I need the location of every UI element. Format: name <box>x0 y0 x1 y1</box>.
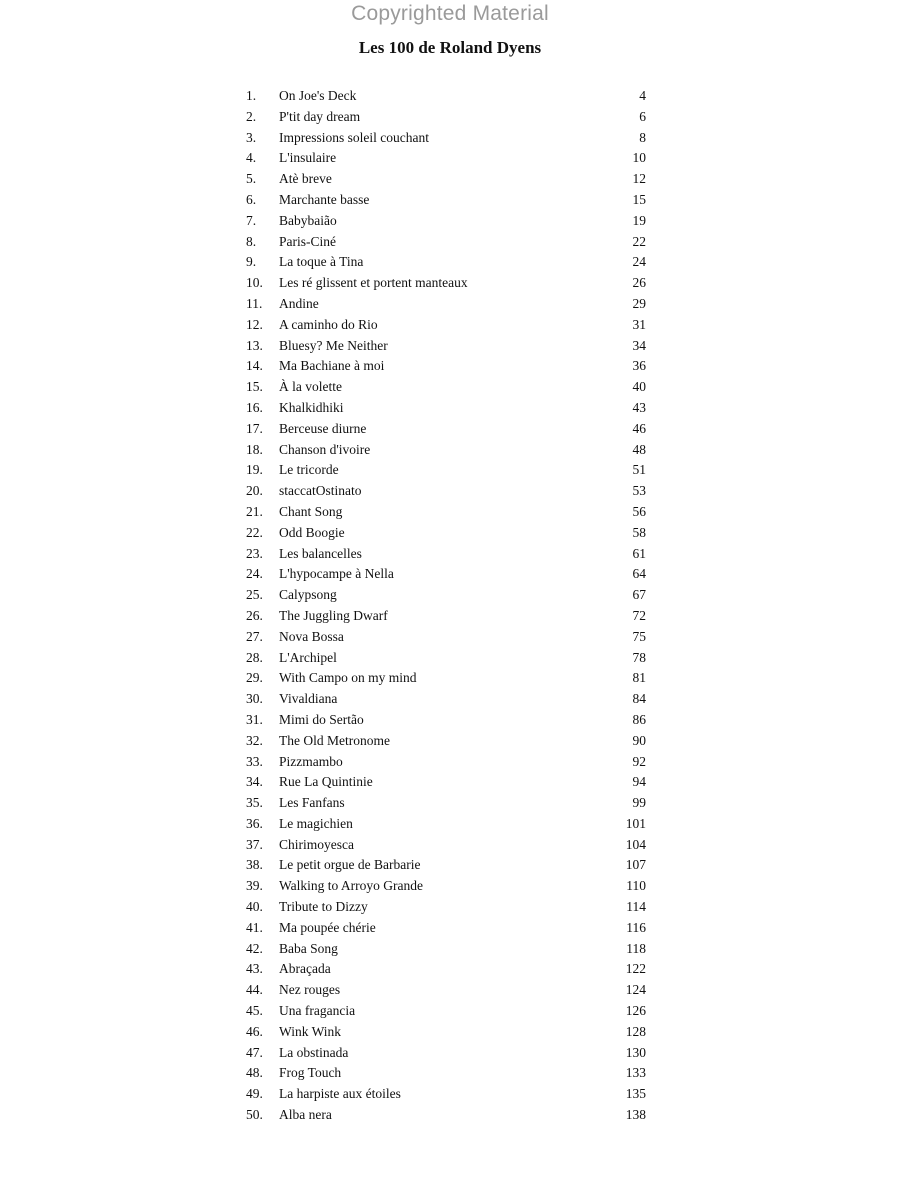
toc-entry-title: Abraçada <box>279 961 331 977</box>
toc-entry-page: 128 <box>625 1023 646 1039</box>
toc-entry-title: With Campo on my mind <box>279 670 417 686</box>
toc-entry <box>246 648 648 669</box>
toc-entry-number: 38. <box>246 857 263 873</box>
toc-entry-page: 135 <box>625 1086 646 1102</box>
toc-entry-page: 24 <box>632 254 646 270</box>
toc-entry-number: 43. <box>246 961 263 977</box>
toc-entry-number: 10. <box>246 275 263 291</box>
toc-entry-page: 86 <box>632 711 646 727</box>
toc-entry-number: 42. <box>246 940 263 956</box>
toc-entry <box>246 523 648 544</box>
toc-entry-title: Bluesy? Me Neither <box>279 337 388 353</box>
toc-entry <box>246 731 648 752</box>
toc-entry-number: 49. <box>246 1086 263 1102</box>
toc-entry-page: 40 <box>632 379 646 395</box>
toc-entry-page: 58 <box>632 524 646 540</box>
toc-entry <box>246 294 648 315</box>
toc-entry-title: La toque à Tina <box>279 254 364 270</box>
toc-entry-page: 90 <box>632 732 646 748</box>
toc-entry <box>246 1063 648 1084</box>
toc-entry <box>246 1084 648 1105</box>
toc-entry-number: 23. <box>246 545 263 561</box>
toc-entry-title: Impressions soleil couchant <box>279 129 429 145</box>
toc-entry-number: 11. <box>246 295 263 311</box>
toc-entry-title: Ma poupée chérie <box>279 919 376 935</box>
toc-entry-title: Wink Wink <box>279 1023 342 1039</box>
toc-entry <box>246 315 648 336</box>
toc-entry-number: 34. <box>246 774 263 790</box>
toc-entry <box>246 273 648 294</box>
toc-entry-page: 31 <box>632 316 646 332</box>
toc-entry-page: 114 <box>626 899 646 915</box>
toc-entry <box>246 502 648 523</box>
toc-entry-number: 37. <box>246 836 263 852</box>
toc-entry-title: Chanson d'ivoire <box>279 441 371 457</box>
toc-entry-page: 61 <box>632 545 646 561</box>
toc-entry <box>246 897 648 918</box>
toc-entry <box>246 336 648 357</box>
toc-entry <box>246 627 648 648</box>
toc-entry-title: Chant Song <box>279 503 343 519</box>
toc-entry <box>246 169 648 190</box>
toc-entry-number: 14. <box>246 358 263 374</box>
toc-entry <box>246 959 648 980</box>
toc-entry-page: 101 <box>625 815 646 831</box>
toc-entry-title: L'Archipel <box>279 649 337 665</box>
toc-entry <box>246 814 648 835</box>
toc-entry-page: 67 <box>632 587 646 603</box>
toc-entry <box>246 710 648 731</box>
toc-entry-page: 29 <box>632 295 646 311</box>
page-title: Les 100 de Roland Dyens <box>358 38 542 57</box>
toc-entry-title: Atè breve <box>279 171 332 187</box>
toc-entry <box>246 128 648 149</box>
toc-entry-title: Odd Boogie <box>279 524 345 540</box>
toc-entry-title: staccatOstinato <box>279 483 362 499</box>
toc-entry-number: 31. <box>246 711 263 727</box>
toc-entry <box>246 252 648 273</box>
toc-entry-title: Le tricorde <box>279 462 339 478</box>
toc-entry-page: 15 <box>632 191 646 207</box>
toc-entry-number: 18. <box>246 441 263 457</box>
toc-entry-page: 104 <box>625 836 646 852</box>
toc-entry-title: Walking to Arroyo Grande <box>279 878 424 894</box>
toc-entry-title: The Juggling Dwarf <box>279 607 388 623</box>
toc-entry-number: 16. <box>246 399 263 415</box>
toc-entry-number: 1. <box>246 88 257 103</box>
toc-entry-page: 4 <box>639 88 646 103</box>
toc-entry-number: 8. <box>246 233 257 249</box>
toc-entry-page: 26 <box>632 275 646 291</box>
toc-entry-number: 13. <box>246 337 263 353</box>
toc-entry-number: 46. <box>246 1023 263 1039</box>
toc-entry-page: 118 <box>626 940 646 956</box>
toc-entry-number: 7. <box>246 212 257 228</box>
toc-entry-page: 36 <box>632 358 646 374</box>
toc-entry-title: Marchante basse <box>279 191 370 207</box>
toc-entry-title: Berceuse diurne <box>279 420 367 436</box>
toc-entry-number: 4. <box>246 150 257 166</box>
toc-entry <box>246 606 648 627</box>
toc-entry-title: L'insulaire <box>279 150 337 166</box>
toc-entry-title: Khalkidhiki <box>279 399 344 415</box>
toc-entry-title: Pizzmambo <box>279 753 343 769</box>
toc-entry-page: 116 <box>626 919 646 935</box>
toc-entry-title: Nez rouges <box>279 982 341 998</box>
toc-entry-title: Paris-Ciné <box>279 233 336 249</box>
toc-entry-number: 9. <box>246 254 257 270</box>
toc-entry <box>246 211 648 232</box>
toc-entry-number: 24. <box>246 566 263 582</box>
toc-entry-page: 43 <box>632 399 646 415</box>
toc-entry-number: 50. <box>246 1107 263 1123</box>
toc-entry-number: 44. <box>246 982 263 998</box>
toc-entry <box>246 980 648 1001</box>
toc-entry-title: Mimi do Sertão <box>279 711 364 727</box>
toc-entry-number: 15. <box>246 379 263 395</box>
toc-entry-number: 35. <box>246 795 263 811</box>
toc-entry-number: 3. <box>246 129 257 145</box>
toc-entry <box>246 1105 648 1126</box>
toc-entry-page: 81 <box>632 670 646 686</box>
toc-entry-page: 48 <box>632 441 646 457</box>
toc-entry-number: 17. <box>246 420 263 436</box>
toc-entry-page: 72 <box>632 607 646 623</box>
toc-entry-number: 25. <box>246 587 263 603</box>
toc-entry-number: 27. <box>246 628 263 644</box>
toc-entry-title: Andine <box>279 295 319 311</box>
toc-entry-title: Una fragancia <box>279 1003 356 1019</box>
toc-entry-page: 46 <box>632 420 646 436</box>
toc-entry <box>246 356 648 377</box>
toc-entry-title: Frog Touch <box>279 1065 342 1081</box>
toc-entry-title: Ma Bachiane à moi <box>279 358 385 374</box>
toc-entry <box>246 689 648 710</box>
toc-entry-title: À la volette <box>279 379 342 395</box>
toc-entry-number: 19. <box>246 462 263 478</box>
toc-entry-title: Calypsong <box>279 587 337 603</box>
toc-entry <box>246 564 648 585</box>
toc-entry <box>246 440 648 461</box>
toc-entry-number: 6. <box>246 191 257 207</box>
toc-entry-page: 75 <box>632 628 646 644</box>
toc-entry <box>246 668 648 689</box>
toc-entry-title: Le magichien <box>279 815 353 831</box>
toc-entry-title: On Joe's Deck <box>279 88 357 103</box>
toc-entry-title: Nova Bossa <box>279 628 344 644</box>
toc-entry-page: 34 <box>632 337 646 353</box>
toc-entry-title: Vivaldiana <box>279 691 338 707</box>
toc-entry-page: 10 <box>632 150 646 166</box>
table-of-contents <box>246 86 648 1126</box>
toc-entry <box>246 107 648 128</box>
toc-entry-page: 130 <box>625 1044 646 1060</box>
toc-entry <box>246 835 648 856</box>
toc-entry-title: La harpiste aux étoiles <box>279 1086 401 1102</box>
toc-entry-number: 29. <box>246 670 263 686</box>
toc-entry-number: 21. <box>246 503 263 519</box>
toc-entry-number: 5. <box>246 171 257 187</box>
toc-entry <box>246 398 648 419</box>
toc-entry <box>246 419 648 440</box>
toc-entry-page: 110 <box>626 878 646 894</box>
toc-entry <box>246 772 648 793</box>
toc-entry-page: 22 <box>632 233 646 249</box>
toc-entry-title: Les ré glissent et portent manteaux <box>279 275 468 291</box>
toc-entry-title: Chirimoyesca <box>279 836 354 852</box>
toc-entry-number: 40. <box>246 899 263 915</box>
toc-entry-title: La obstinada <box>279 1044 349 1060</box>
toc-entry <box>246 918 648 939</box>
toc-entry-page: 94 <box>632 774 646 790</box>
toc-entry-page: 78 <box>632 649 646 665</box>
toc-entry-number: 26. <box>246 607 263 623</box>
toc-entry <box>246 752 648 773</box>
toc-entry-page: 19 <box>632 212 646 228</box>
toc-entry-page: 64 <box>632 566 646 582</box>
toc-entry <box>246 939 648 960</box>
toc-entry-title: Les Fanfans <box>279 795 345 811</box>
toc-entry-page: 133 <box>625 1065 646 1081</box>
toc-entry-number: 45. <box>246 1003 263 1019</box>
toc-entry-title: Le petit orgue de Barbarie <box>279 857 421 873</box>
toc-entry-page: 124 <box>625 982 646 998</box>
toc-entry-number: 30. <box>246 691 263 707</box>
toc-entry <box>246 855 648 876</box>
toc-entry <box>246 585 648 606</box>
toc-entry-title: Baba Song <box>279 940 338 956</box>
toc-entry <box>246 190 648 211</box>
toc-entry <box>246 1022 648 1043</box>
toc-entry <box>246 544 648 565</box>
toc-entry-number: 2. <box>246 108 257 124</box>
toc-entry-number: 47. <box>246 1044 263 1060</box>
toc-entry-title: P'tit day dream <box>279 108 361 124</box>
toc-entry-number: 20. <box>246 483 263 499</box>
toc-entry-page: 84 <box>632 691 646 707</box>
toc-entry-number: 22. <box>246 524 263 540</box>
toc-entry-number: 39. <box>246 878 263 894</box>
toc-entry <box>246 876 648 897</box>
toc-entry <box>246 793 648 814</box>
toc-entry-page: 126 <box>625 1003 646 1019</box>
toc-entry-number: 28. <box>246 649 263 665</box>
toc-entry-number: 33. <box>246 753 263 769</box>
toc-entry-page: 51 <box>632 462 646 478</box>
toc-entry-page: 8 <box>639 129 646 145</box>
toc-entry-number: 32. <box>246 732 263 748</box>
toc-entry-page: 56 <box>632 503 646 519</box>
toc-entry-title: Tribute to Dizzy <box>279 899 368 915</box>
toc-entry-title: Rue La Quintinie <box>279 774 373 790</box>
toc-entry <box>246 460 648 481</box>
toc-entry-title: Alba nera <box>279 1107 332 1123</box>
toc-entry-page: 92 <box>632 753 646 769</box>
toc-entry-number: 12. <box>246 316 263 332</box>
toc-entry-page: 99 <box>632 795 646 811</box>
toc-entry <box>246 86 648 107</box>
toc-entry-title: The Old Metronome <box>279 732 390 748</box>
toc-entry-title: L'hypocampe à Nella <box>279 566 394 582</box>
watermark: Copyrighted Material <box>351 2 549 25</box>
toc-entry <box>246 1043 648 1064</box>
toc-entry-page: 53 <box>632 483 646 499</box>
toc-entry <box>246 377 648 398</box>
toc-entry <box>246 1001 648 1022</box>
toc-entry <box>246 232 648 253</box>
toc-entry <box>246 148 648 169</box>
toc-entry-title: Babybaião <box>279 212 337 228</box>
toc-entry-number: 36. <box>246 815 263 831</box>
toc-entry <box>246 481 648 502</box>
toc-entry-page: 122 <box>625 961 646 977</box>
toc-entry-title: Les balancelles <box>279 545 362 561</box>
toc-entry-page: 6 <box>639 108 646 124</box>
toc-entry-page: 107 <box>625 857 646 873</box>
toc-entry-title: A caminho do Rio <box>279 316 378 332</box>
toc-entry-number: 48. <box>246 1065 263 1081</box>
toc-entry-page: 12 <box>632 171 646 187</box>
toc-entry-page: 138 <box>625 1107 646 1123</box>
toc-entry-number: 41. <box>246 919 263 935</box>
